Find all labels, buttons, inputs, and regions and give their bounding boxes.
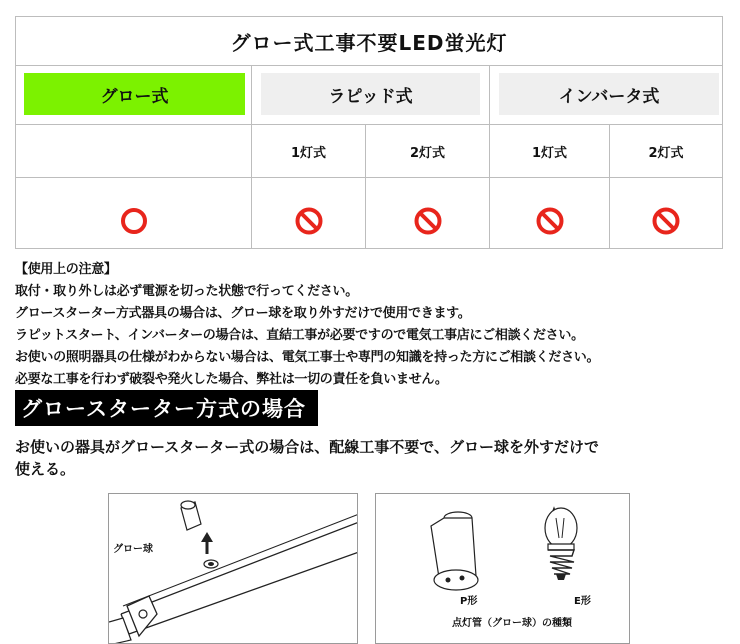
glow-bulb-label: グロー球 — [113, 544, 153, 555]
prohibited-icon — [366, 193, 489, 249]
type-inverter: インバータ式 — [499, 73, 719, 115]
fixture-illustration — [108, 493, 358, 644]
note-line: 取付・取り外しは必ず電源を切った状態で行ってください。 — [15, 284, 358, 299]
ok-circle-icon — [16, 193, 251, 249]
divider — [16, 177, 722, 178]
compatibility-table — [15, 16, 723, 249]
type-glow: グロー式 — [24, 73, 245, 115]
lamp-label-inverter-1: 1灯式 — [531, 145, 568, 161]
prohibited-icon — [610, 193, 722, 249]
prohibited-icon — [252, 193, 365, 249]
starter-types-caption: 点灯管（グロー球）の種類 — [452, 618, 572, 629]
table-title: グロー式工事不要LED蛍光灯 — [16, 17, 722, 66]
type-rapid: ラピッド式 — [261, 73, 480, 115]
section-body — [15, 436, 730, 480]
lamp-label-inverter-2: 2灯式 — [648, 145, 684, 161]
usage-notes — [15, 259, 735, 391]
lamp-label-rapid-1: 1灯式 — [290, 145, 327, 161]
note-line: 必要な工事を行わず破裂や発火した場合、弊社は一切の責任を負いません。 — [15, 372, 448, 387]
starter-types-illustration — [375, 493, 630, 644]
note-line: ラピットスタート、インバーターの場合は、直結工事が必要ですので電気工事店にご相談ください。 — [15, 328, 584, 343]
note-line: お使いの照明器具の仕様がわからない場合は、電気工事士や専門の知識を持った方にご相談ください。 — [15, 350, 600, 365]
section-heading: グロースターター方式の場合 — [15, 390, 318, 426]
lamp-label-rapid-2: 2灯式 — [409, 145, 446, 161]
note-line: グロースターター方式器具の場合は、グロー球を取り外すだけで使用できます。 — [15, 306, 471, 321]
p-type-label: P形 — [460, 596, 478, 607]
notes-heading: 【使用上の注意】 — [15, 262, 117, 277]
section-body-line: 使える。 — [15, 460, 76, 478]
prohibited-icon — [490, 193, 609, 249]
fixture-drawing — [109, 494, 358, 644]
section-body-line: お使いの器具がグロースターター式の場合は、配線工事不要で、グロー球を外すだけで — [15, 438, 599, 456]
e-type-label: E形 — [574, 596, 591, 607]
